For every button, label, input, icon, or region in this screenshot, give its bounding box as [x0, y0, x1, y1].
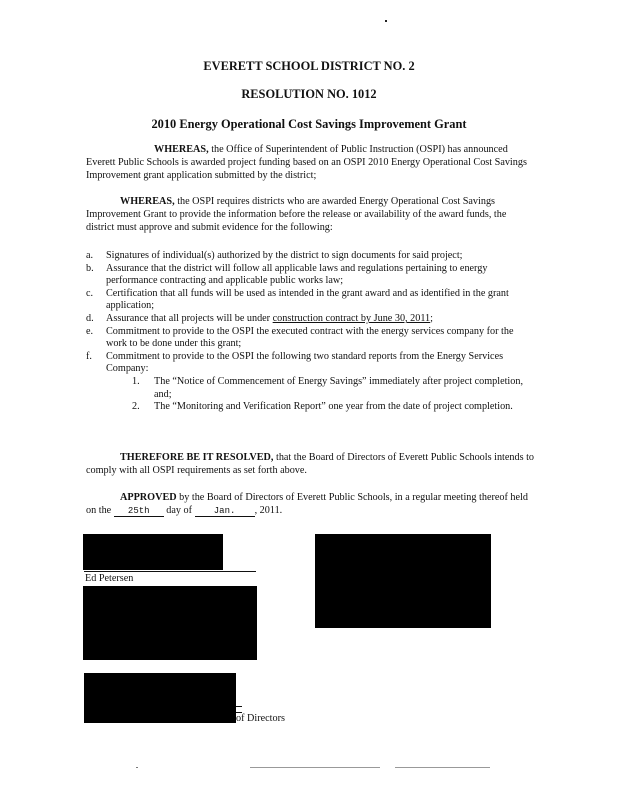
sub-list-marker: 2. [132, 401, 140, 413]
list-item [86, 263, 536, 288]
approved-text-2: day of [166, 504, 193, 516]
therefore-paragraph [86, 452, 536, 478]
sub-list-marker: 1. [132, 375, 140, 387]
list-item-suffix: ; [430, 312, 433, 324]
therefore-lead: THEREFORE BE IT RESOLVED, [120, 452, 274, 463]
sub-list-item-text: The “Notice of Commencement of Energy Savings” immediately after project completion, and; [154, 375, 523, 400]
redacted-signature-2 [83, 586, 257, 660]
approved-month: Jan. [195, 506, 255, 517]
signer-name: Ed Petersen [85, 573, 134, 584]
sub-list-item [132, 376, 536, 401]
approved-text-1: by the Board of Directors of Everett Public Schools, in a regular meeting thereof held on the [86, 492, 528, 516]
list-marker: d. [86, 312, 94, 324]
grant-title: 2010 Energy Operational Cost Savings Improvement Grant [151, 117, 467, 131]
whereas-1-text: the Office of Superintendent of Public Instruction (OSPI) has announced Everett Public Schools is awarded project funding based on an OSPI 2010 Energy Operational Cost Savings Improvement grant application submitted by the district; [86, 144, 527, 181]
approved-text-3: , 2011. [254, 504, 283, 516]
list-marker: a. [86, 250, 94, 261]
approved-paragraph [86, 492, 536, 518]
list-item [86, 250, 536, 263]
list-item-text: Certification that all funds will be used as intended in the grant award and as identified in the grant application; [106, 287, 509, 312]
whereas-paragraph-2 [86, 196, 536, 234]
signature-line-1 [84, 571, 256, 572]
list-item-text: Signatures of individual(s) authorized by the district to sign documents for said project; [106, 250, 463, 261]
redacted-signature-4 [84, 673, 236, 723]
therefore-text: that the Board of Directors of Everett Public Schools intends to comply with all OSPI requirements as set forth above. [86, 452, 535, 476]
list-item-text: Assurance that the district will follow all applicable laws and regulations pertaining to energy performance contracting and applicable public works law; [106, 262, 488, 287]
footer-mark-right [395, 767, 490, 768]
scan-speck [385, 20, 387, 22]
whereas-2-text: the OSPI requires districts who are awarded Energy Operational Cost Savings Improvement Grant to provide the information before the release or availability of the award funds, the district must approve and submit evidence for the following: [86, 196, 507, 233]
reports-sublist [106, 376, 536, 414]
whereas-1-lead: WHEREAS, [154, 144, 209, 155]
redacted-signature-3 [315, 534, 491, 628]
list-marker: f. [86, 350, 92, 362]
list-marker: b. [86, 262, 94, 274]
district-title: EVERETT SCHOOL DISTRICT NO. 2 [203, 59, 415, 73]
sub-list-item [132, 401, 536, 414]
list-item-underlined: construction contract by June 30, 2011 [272, 312, 431, 324]
list-marker: c. [86, 287, 94, 299]
signature-line-4 [236, 706, 242, 707]
footer-mark-left [136, 767, 138, 768]
whereas-2-lead: WHEREAS, [120, 196, 175, 207]
list-item [86, 313, 536, 326]
approved-lead: APPROVED [120, 492, 177, 503]
resolution-title: RESOLUTION NO. 1012 [241, 87, 377, 101]
list-item [86, 326, 536, 351]
whereas-paragraph-1 [86, 144, 536, 182]
redacted-signature-1 [83, 534, 223, 570]
approved-day: 25th [114, 506, 164, 517]
board-caption: of Directors [236, 713, 285, 724]
list-item-text: Commitment to provide to the OSPI the executed contract with the energy services company for the work to be done under this grant; [106, 325, 514, 350]
list-item [86, 288, 536, 313]
requirements-list [86, 250, 536, 414]
footer-mark-center [250, 767, 380, 768]
list-item [86, 351, 536, 414]
list-item-text: Assurance that all projects will be under [106, 312, 273, 324]
sub-list-item-text: The “Monitoring and Verification Report” one year from the date of project completion. [154, 401, 513, 413]
list-item-text: Commitment to provide to the OSPI the following two standard reports from the Energy Services Company: [106, 350, 504, 375]
list-marker: e. [86, 325, 94, 337]
